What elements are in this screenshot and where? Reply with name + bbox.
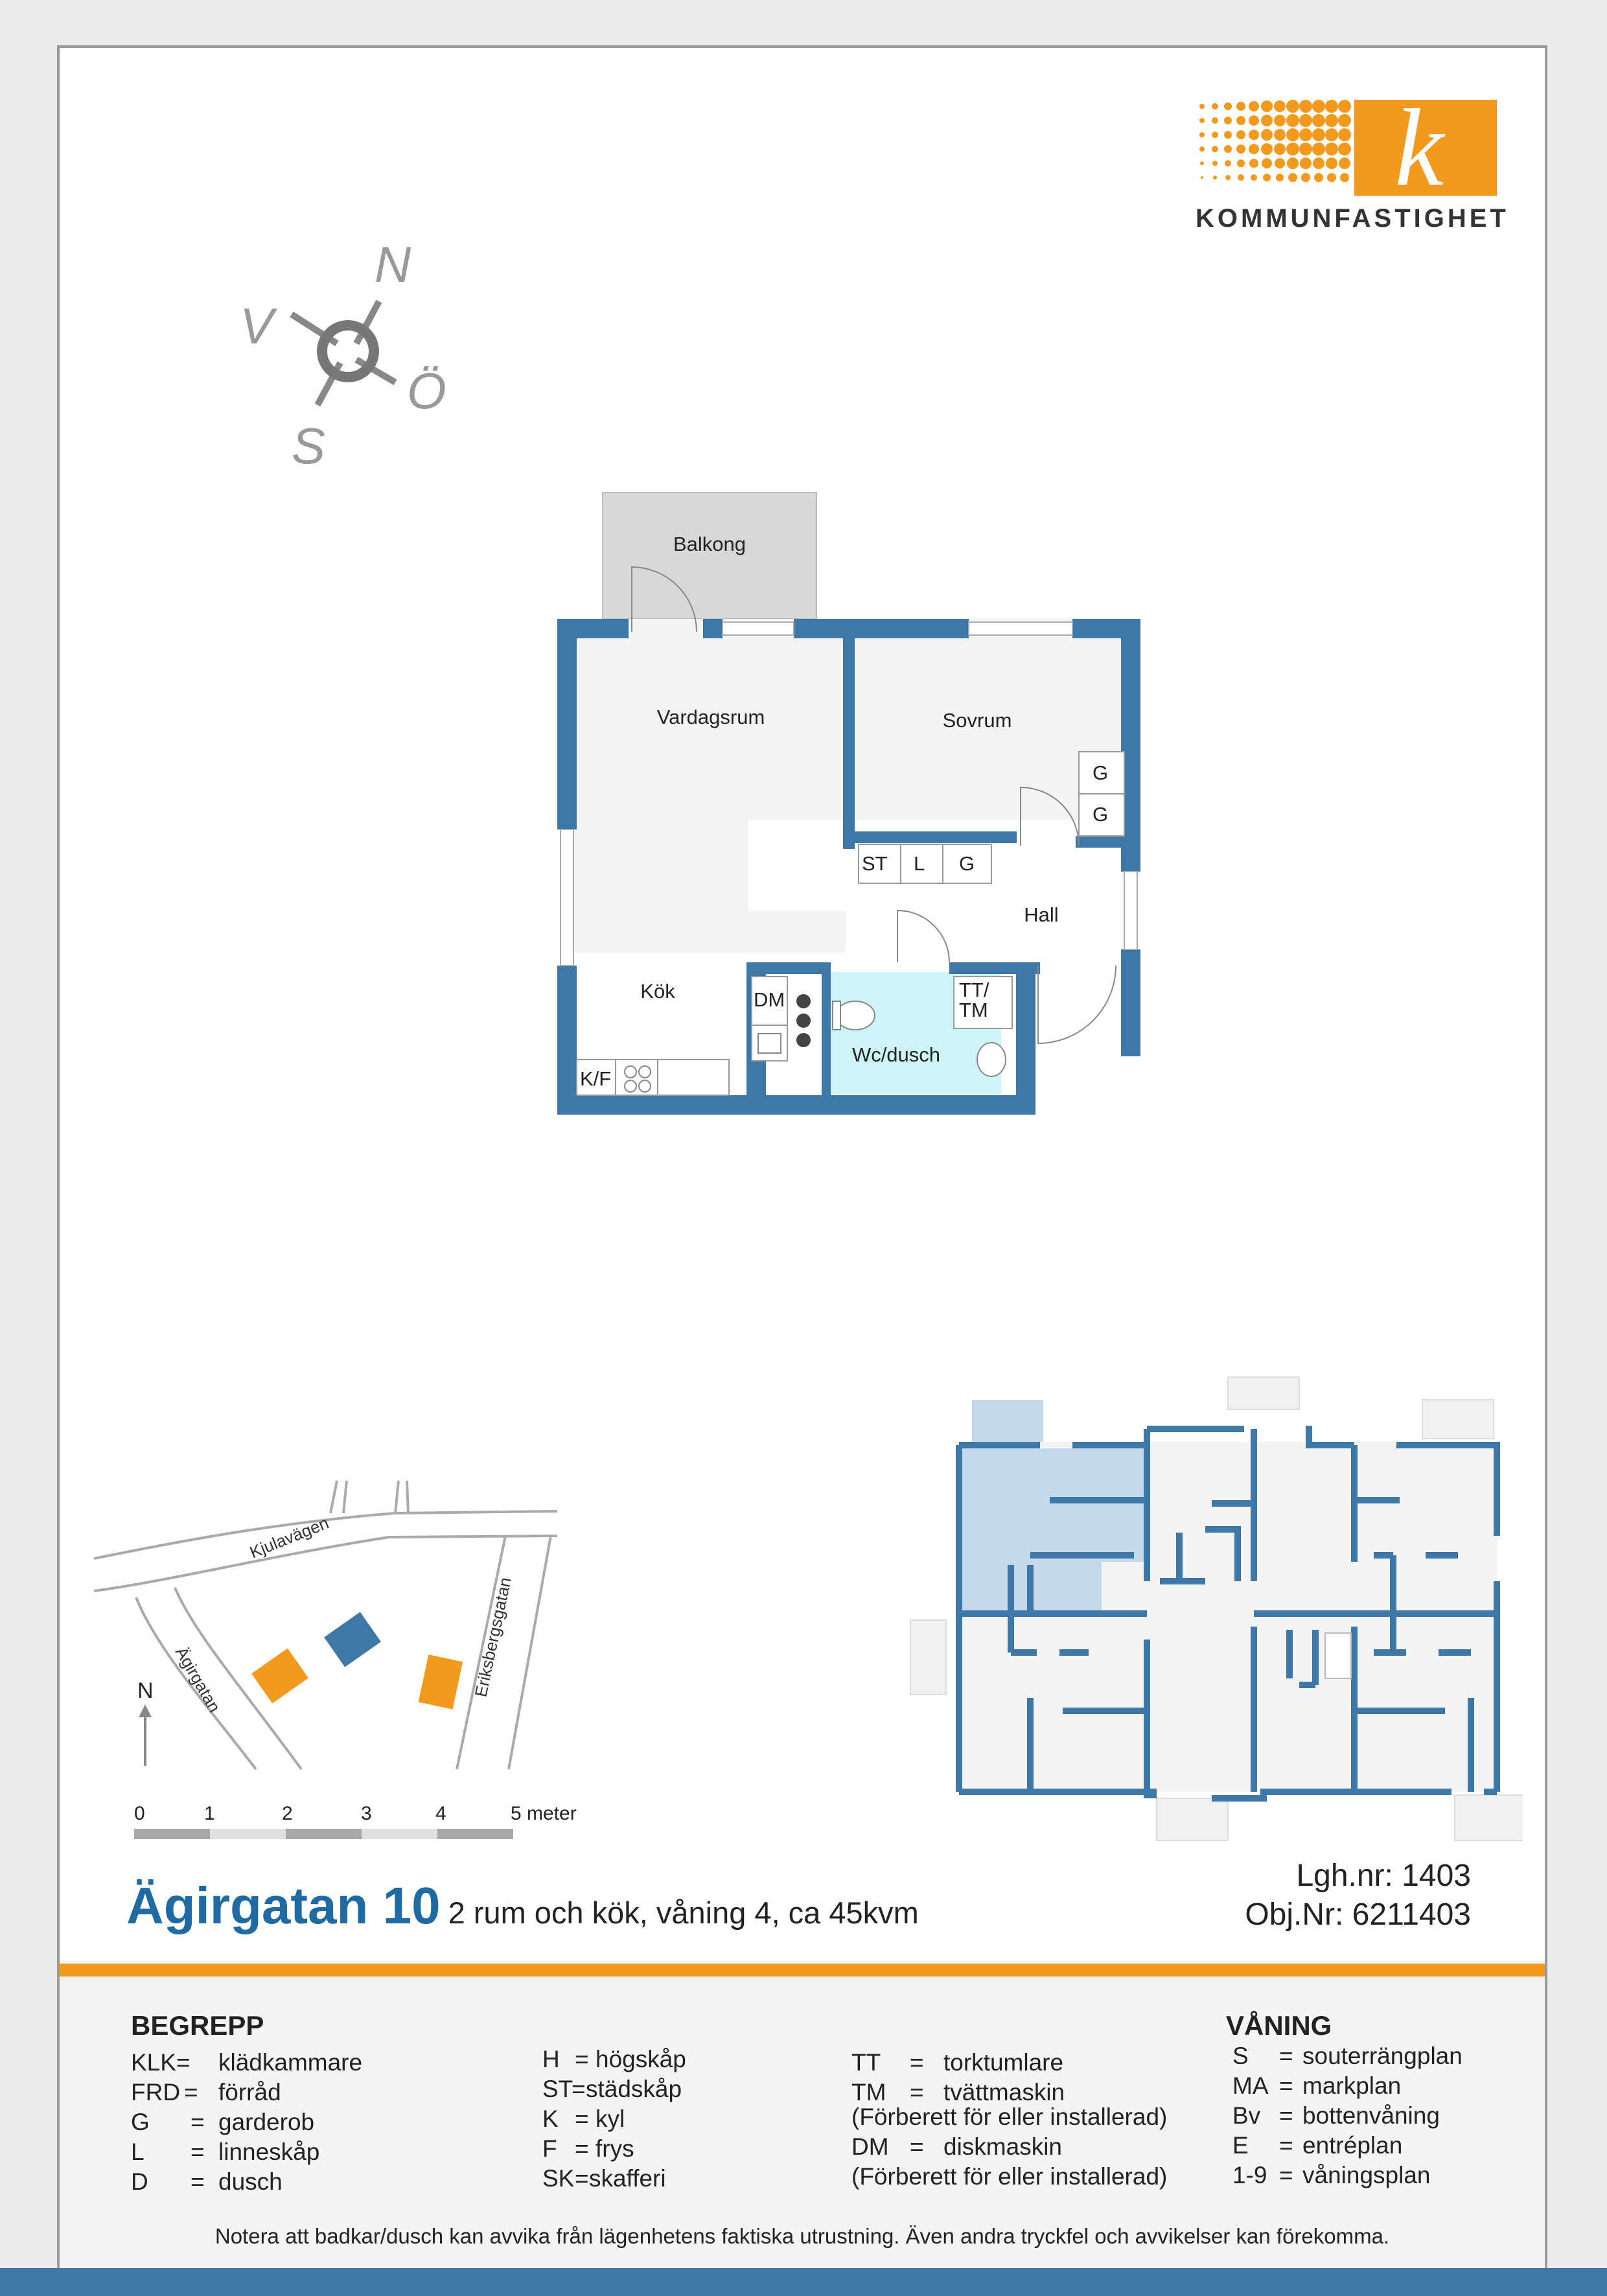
- legend-row: Bv = bottenvåning: [1232, 2102, 1440, 2129]
- legend-row: K = kyl: [542, 2105, 625, 2132]
- room-label-vardagsrum: Vardagsrum: [656, 706, 765, 728]
- legend-column-4: [1232, 2041, 1462, 2190]
- room-label-kok: Kök: [640, 980, 675, 1003]
- scale-tick-4: 4: [435, 1803, 446, 1824]
- bottom-blue-bar: [0, 2268, 1607, 2296]
- legend-column-1: [131, 2048, 362, 2197]
- building-orange-right: [419, 1654, 463, 1710]
- building-key-plan: [901, 1367, 1523, 1853]
- building-current: [324, 1612, 381, 1667]
- compass-s-label: S: [292, 417, 326, 473]
- street-label-kjulavagen: Kjulavägen: [247, 1513, 332, 1562]
- scale-tick-2: 2: [282, 1803, 293, 1824]
- logo-letter: k: [1394, 97, 1444, 209]
- logo-wordmark: KOMMUNFASTIGHET: [1196, 204, 1509, 233]
- fixture-label-tt: TT/: [959, 979, 989, 1001]
- legend-row: E = entréplan: [1232, 2132, 1403, 2159]
- scale-tick-1: 1: [204, 1803, 215, 1824]
- address-heading: Ägirgatan 10: [126, 1877, 441, 1934]
- room-label-sovrum: Sovrum: [942, 709, 1012, 732]
- legend-row: D = dusch: [131, 2168, 283, 2195]
- building-orange-left: [251, 1649, 308, 1704]
- compass-n-label: N: [375, 246, 411, 293]
- logo-dot-pattern: [1199, 100, 1351, 182]
- compass-o-label: Ö: [407, 362, 446, 419]
- site-map: [78, 1452, 596, 1815]
- legend-row: S = souterrängplan: [1232, 2043, 1462, 2069]
- object-number: Obj.Nr: 6211403: [1245, 1897, 1471, 1932]
- orange-divider: [60, 1964, 1545, 1977]
- compass-rose: [227, 246, 473, 473]
- compass-v-label: V: [240, 297, 274, 354]
- fixture-label-g1: G: [1093, 761, 1109, 784]
- room-label-balkong: Balkong: [673, 533, 746, 555]
- legend-column-3: [851, 2048, 1167, 2192]
- room-label-wc: Wc/dusch: [851, 1043, 941, 1066]
- scale-bar: [126, 1795, 619, 1853]
- legend-heading-begrepp: BEGREPP: [131, 2010, 264, 2041]
- fixture-label-g3: G: [959, 852, 975, 875]
- keyplan-highlight-balcony: [972, 1400, 1043, 1442]
- scale-tick-0: 0: [134, 1803, 145, 1824]
- compass-ring: [322, 325, 374, 377]
- apartment-description: 2 rum och kök, våning 4, ca 45kvm: [448, 1896, 919, 1930]
- north-arrow-icon: [139, 1704, 152, 1766]
- legend-row: F = frys: [542, 2135, 634, 2162]
- legend-row: MA = markplan: [1232, 2072, 1402, 2099]
- apartment-number: Lgh.nr: 1403: [1296, 1859, 1471, 1893]
- legend-row: TM = tvättmaskin: [851, 2079, 1065, 2105]
- legend-row: KLK= klädkammare: [131, 2049, 363, 2076]
- legend-column-2: [542, 2045, 686, 2194]
- fixture-label-dm: DM: [754, 988, 785, 1011]
- legend-panel: [60, 1977, 1545, 2268]
- legend-row: (Förberett för eller installerad): [851, 2104, 1168, 2130]
- legend-row: (Förberett för eller installerad): [851, 2163, 1168, 2190]
- legend-heading-vaning: VÅNING: [1226, 2010, 1332, 2041]
- legend-row: L = linneskåp: [131, 2139, 320, 2165]
- north-label: N: [137, 1678, 154, 1703]
- street-label-agirgatan: Ägirgatan: [171, 1643, 225, 1716]
- room-label-hall: Hall: [1024, 903, 1059, 926]
- legend-row: ST=städskåp: [542, 2076, 682, 2102]
- fixture-label-l: L: [914, 852, 925, 875]
- fixture-label-st: ST: [862, 852, 888, 875]
- fixture-label-kf: K/F: [580, 1067, 612, 1090]
- scale-tick-5: 5 meter: [511, 1803, 577, 1824]
- legend-row: G = garderob: [131, 2109, 315, 2135]
- balcony-area: [603, 493, 816, 619]
- keyplan-stair: [1325, 1633, 1351, 1678]
- legend-row: TT = torktumlare: [851, 2049, 1064, 2076]
- apartment-floorplan: [544, 483, 1147, 1124]
- legend-row: FRD = förråd: [131, 2079, 281, 2105]
- listing-title: [126, 1876, 919, 1936]
- scale-tick-3: 3: [361, 1803, 372, 1824]
- legend-row: H = högskåp: [542, 2046, 686, 2072]
- legend-row: DM = diskmaskin: [851, 2133, 1062, 2160]
- legend-row: 1-9 = våningsplan: [1232, 2162, 1431, 2188]
- disclaimer-note: Notera att badkar/dusch kan avvika från lägenhetens faktiska utrustning. Även andra tryckfel och avvikelser kan förekomma.: [214, 2224, 1390, 2248]
- street-label-eriksbergsgatan: Eriksbergsgatan: [470, 1575, 515, 1699]
- stove-knobs: [796, 994, 811, 1047]
- legend-row: SK=skafferi: [542, 2165, 666, 2192]
- fixture-label-tm: TM: [959, 999, 988, 1021]
- scale-segments: [134, 1829, 513, 1839]
- fixture-label-g2: G: [1093, 803, 1109, 826]
- apartment-ids: [1245, 1857, 1471, 1934]
